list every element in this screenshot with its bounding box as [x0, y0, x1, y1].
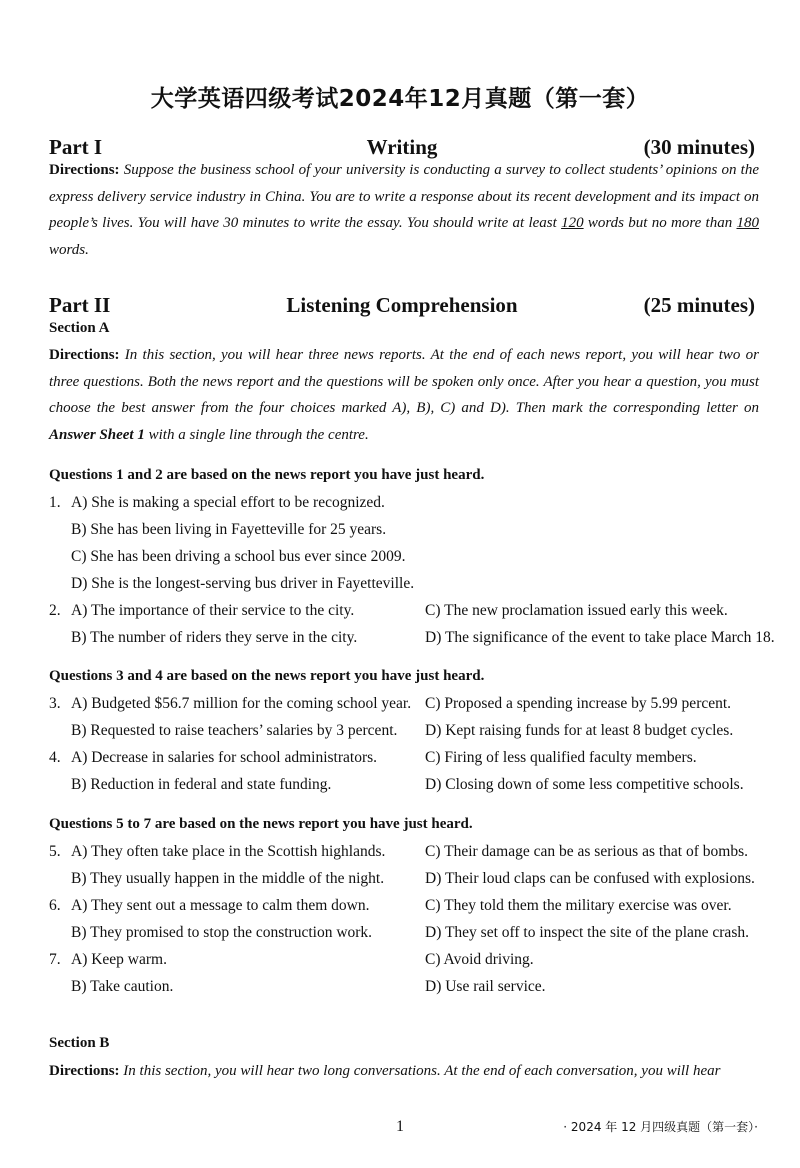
part1-label: Part I — [49, 135, 103, 159]
q5-option-a: A) They often take place in the Scottish highlands. — [71, 843, 386, 860]
q3-option-b: B) Requested to raise teachers’ salaries by 3 percent. — [71, 722, 398, 739]
q1-option-d: D) She is the longest-serving bus driver in Fayetteville. — [71, 575, 415, 592]
q4-option-a: A) Decrease in salaries for school administrators. — [71, 749, 378, 766]
q6-option-b: B) They promised to stop the construction work. — [71, 924, 373, 941]
q1-option-c: C) She has been driving a school bus ever since 2009. — [71, 548, 406, 565]
q3-number: 3. — [49, 695, 61, 712]
part2-time: (25 minutes) — [643, 293, 755, 317]
section-b-directions-label: Directions: — [49, 1063, 120, 1079]
part1-min-words: 120 — [561, 215, 584, 232]
page-title: 大学英语四级考试2024年12月真题（第一套） — [150, 86, 650, 112]
part2-label: Part II — [49, 293, 111, 317]
answer-sheet-ref: Answer Sheet 1 — [49, 426, 145, 443]
part1-directions — [49, 157, 759, 263]
q3-option-a: A) Budgeted $56.7 million for the coming school year. — [71, 695, 412, 712]
part2-directions-text-b: with a single line through the centre. — [144, 426, 369, 443]
q5-option-b: B) They usually happen in the middle of the night. — [71, 870, 385, 887]
section-b-directions — [49, 1058, 759, 1085]
group3-heading: Questions 5 to 7 are based on the news report you have just heard. — [49, 816, 473, 832]
part1-max-words: 180 — [736, 215, 759, 232]
q1-number: 1. — [49, 494, 61, 511]
q6-option-a: A) They sent out a message to calm them down. — [71, 897, 370, 914]
part1-directions-label: Directions: — [49, 162, 120, 178]
part1-directions-text-c: words. — [49, 241, 89, 258]
part2-directions-label: Directions: — [49, 347, 120, 363]
q2-option-a: A) The importance of their service to the city. — [71, 602, 355, 619]
q4-option-c: C) Firing of less qualified faculty members. — [425, 749, 697, 766]
q7-option-b: B) Take caution. — [71, 978, 174, 995]
q2-option-b: B) The number of riders they serve in the city. — [71, 629, 358, 646]
q6-option-d: D) They set off to inspect the site of the plane crash. — [425, 924, 749, 941]
part1-name: Writing — [366, 135, 438, 159]
q4-number: 4. — [49, 749, 61, 766]
group1-heading: Questions 1 and 2 are based on the news report you have just heard. — [49, 467, 485, 483]
q2-number: 2. — [49, 602, 61, 619]
part2-directions-text-a: In this section, you will hear three news reports. At the end of each news report, you will hear two or three questions. Both the news report and the questions will be spoken only once. After you hear a question, you must choose the best answer from the four choices marked A), B), C) and D). Then mark the corresponding letter on — [49, 347, 760, 417]
q5-number: 5. — [49, 843, 61, 860]
q5-option-c: C) Their damage can be as serious as that of bombs. — [425, 843, 748, 860]
q6-number: 6. — [49, 897, 61, 914]
q4-option-d: D) Closing down of some less competitive schools. — [425, 776, 744, 793]
q3-option-d: D) Kept raising funds for at least 8 budget cycles. — [425, 722, 734, 739]
q2-option-d: D) The significance of the event to take place March 18. — [425, 629, 775, 646]
part2-directions — [49, 342, 759, 448]
section-b-directions-text: In this section, you will hear two long conversations. At the end of each conversation, you will hear — [123, 1063, 721, 1079]
q6-option-c: C) They told them the military exercise was over. — [425, 897, 732, 914]
group2-heading: Questions 3 and 4 are based on the news report you have just heard. — [49, 668, 485, 684]
q7-number: 7. — [49, 951, 61, 968]
q2-option-c: C) The new proclamation issued early this week. — [425, 602, 728, 619]
q7-option-a: A) Keep warm. — [71, 951, 167, 968]
part1-time: (30 minutes) — [643, 135, 755, 159]
page-number: 1 — [396, 1118, 404, 1135]
part2-name: Listening Comprehension — [286, 293, 518, 317]
section-a-label: Section A — [49, 320, 110, 336]
footer-tag: · 2024 年 12 月四级真题（第一套）· — [563, 1120, 758, 1134]
q1-option-a: A) She is making a special effort to be recognized. — [71, 494, 385, 511]
part1-directions-text-a: Suppose the business school of your university is conducting a survey to collect students’ opinions on the express delivery service industry in China. You are to write a response about its recent development and its impact on people’s lives. You will have 30 minutes to write the essay. You should write at least — [49, 162, 759, 232]
part1-directions-text-b: words but no more than — [583, 215, 737, 232]
q7-option-c: C) Avoid driving. — [425, 951, 534, 968]
q4-option-b: B) Reduction in federal and state funding. — [71, 776, 332, 793]
q5-option-d: D) Their loud claps can be confused with explosions. — [425, 870, 755, 887]
q1-option-b: B) She has been living in Fayetteville for 25 years. — [71, 521, 387, 538]
q7-option-d: D) Use rail service. — [425, 978, 546, 995]
section-b-label: Section B — [49, 1035, 110, 1051]
q3-option-c: C) Proposed a spending increase by 5.99 percent. — [425, 695, 732, 712]
